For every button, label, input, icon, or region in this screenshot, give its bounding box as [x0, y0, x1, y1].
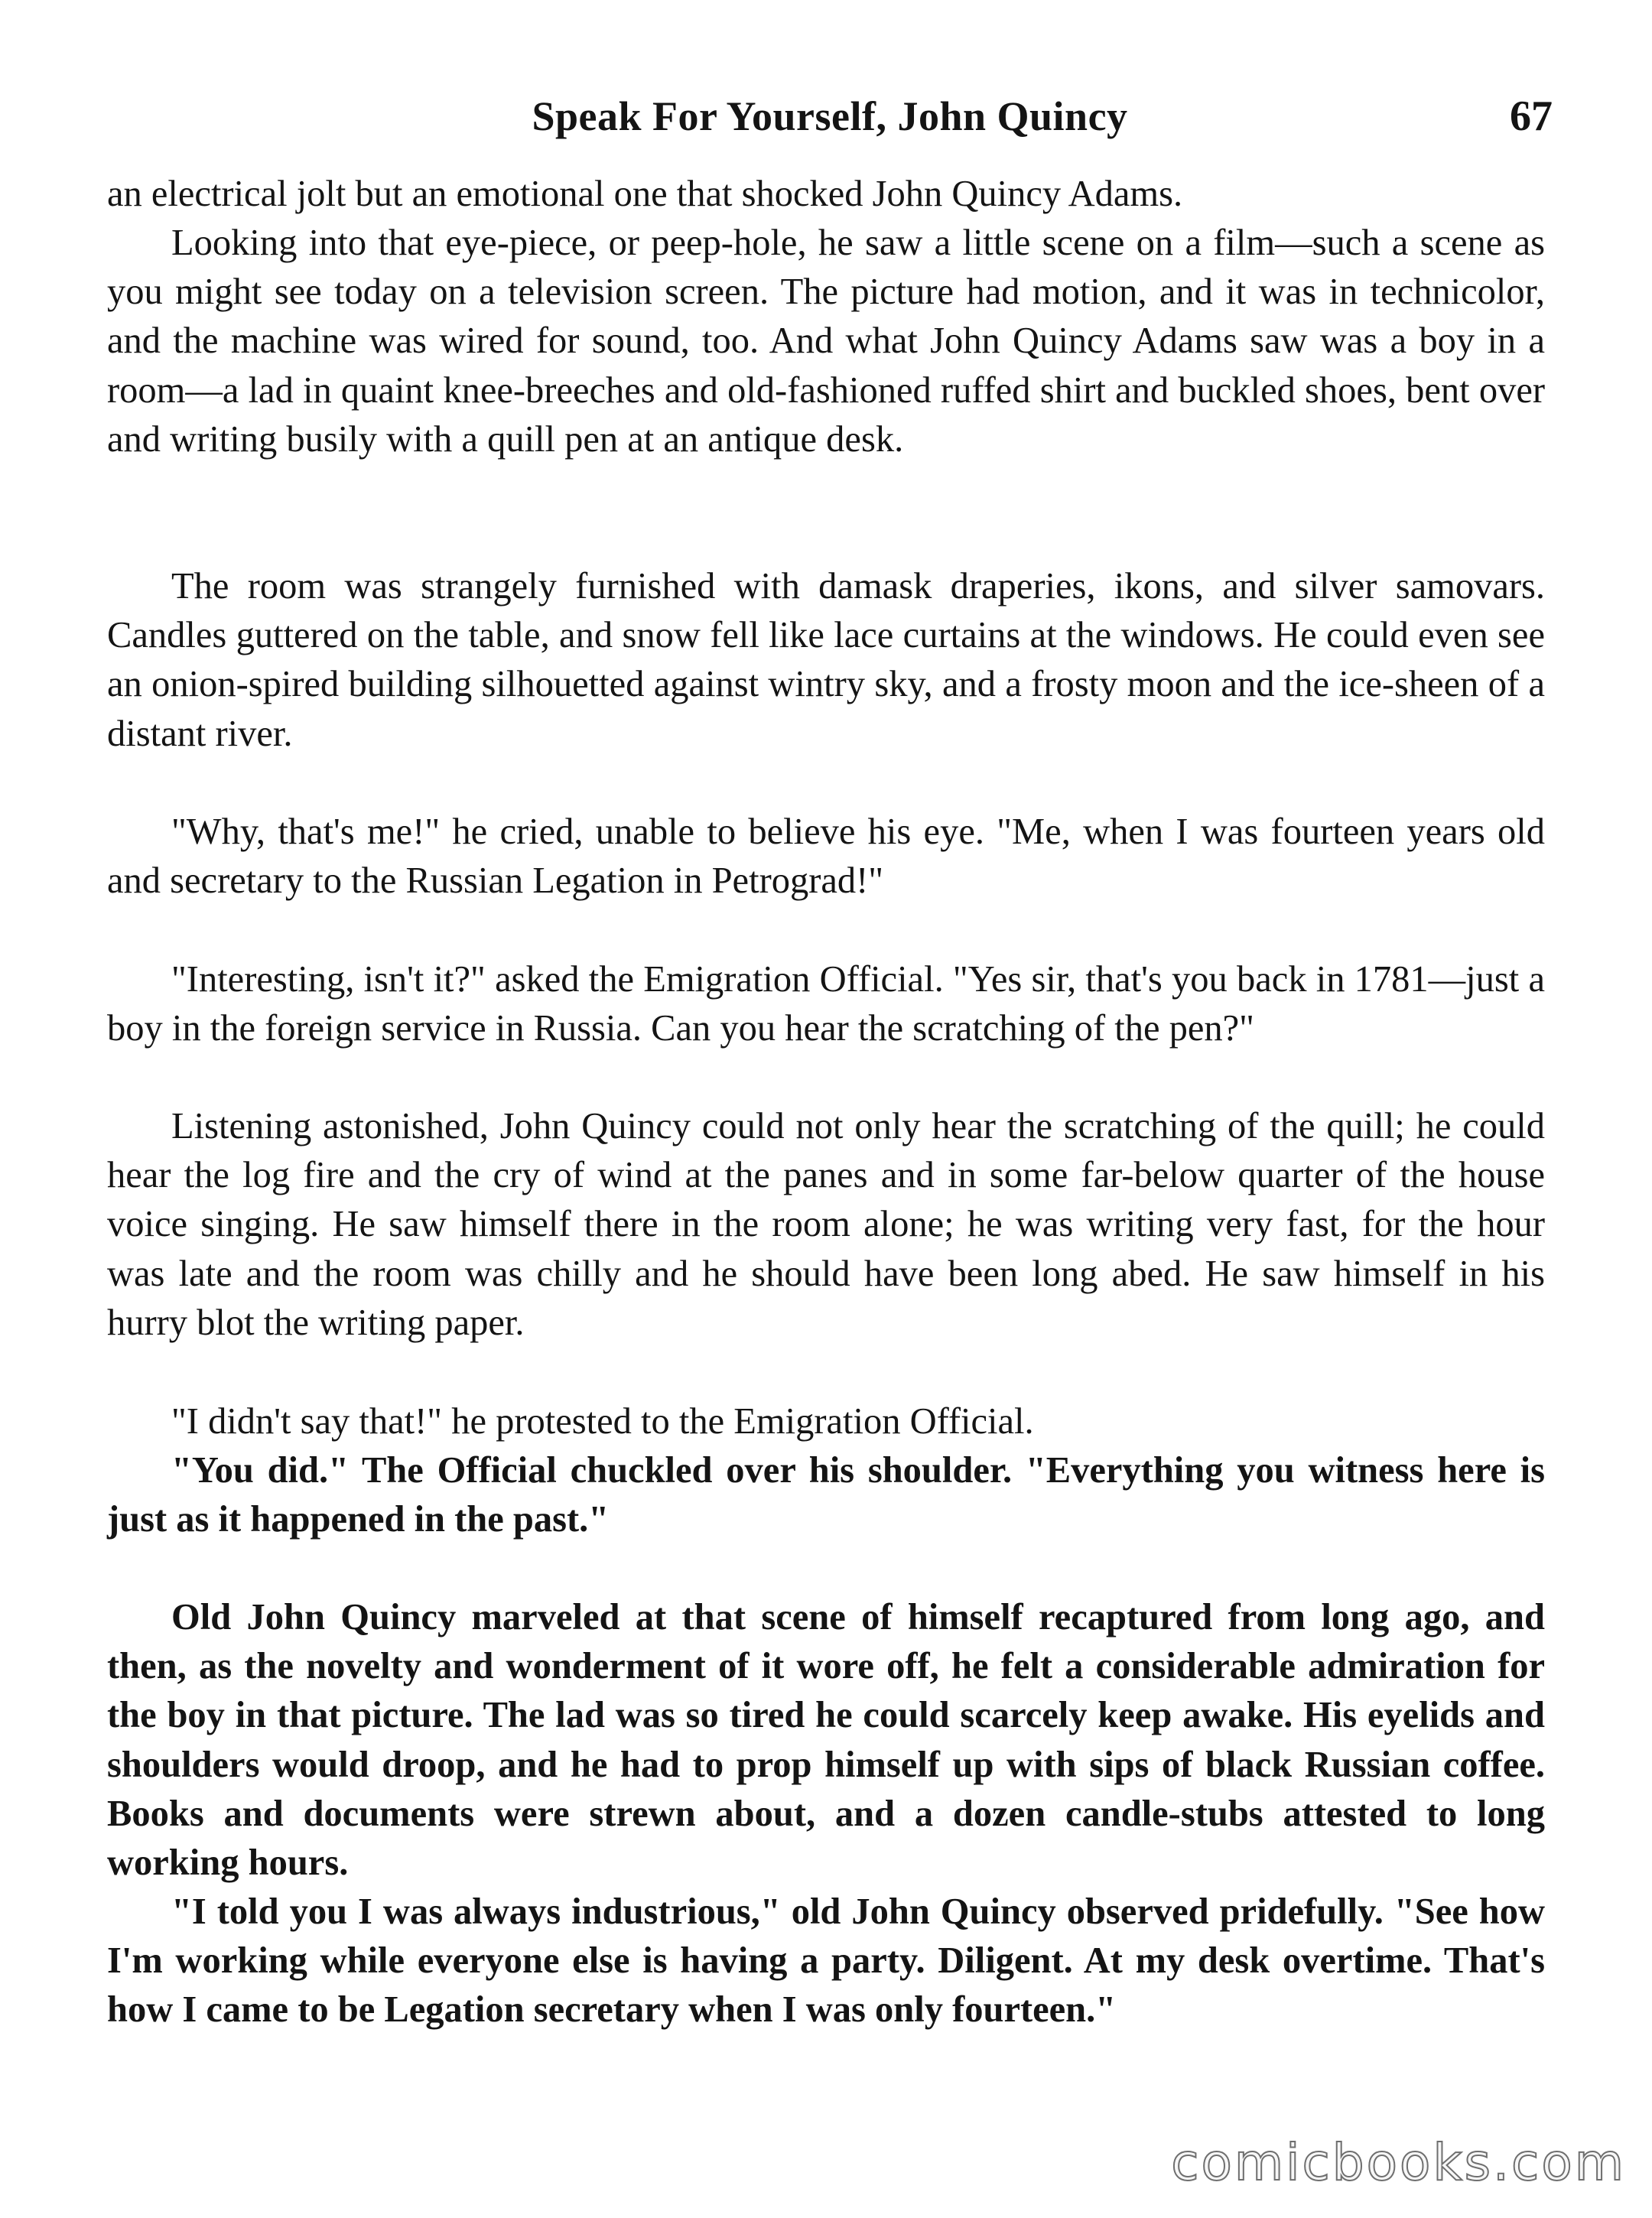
page-number: 67: [1510, 93, 1553, 140]
watermark-logo: comicbooks.com: [1171, 2133, 1626, 2192]
paragraph-4: "Why, that's me!" he cried, unable to believe his eye. "Me, when I was fourteen years old and secretary to the Russian Legation in Petrograd!": [107, 811, 1545, 902]
running-title: Speak For Yourself, John Quincy: [532, 93, 1128, 139]
page-header: [107, 86, 1553, 147]
paragraph-10: "I told you I was always industrious," old John Quincy observed pridefully. "See how I'm working while everyone else is having a party. Diligent. At my desk overtime. That's how I came to be Legation secretary when I was only fourteen.": [107, 1891, 1545, 2031]
paragraph-8: "You did." The Official chuckled over his shoulder. "Everything you witness here is just as it happened in the past.": [107, 1450, 1545, 1540]
paragraph-2: Looking into that eye-piece, or peep-hole, he saw a little scene on a film—such a scene as you might see today on a television screen. The picture had motion, and it was in technicolor, and the machine was wired for sound, too. And what John Quincy Adams saw was a boy in a room—a lad in quaint knee-breeches and old-fashioned ruffed shirt and buckled shoes, bent over and writing busily with a quill pen at an antique desk.: [107, 223, 1545, 460]
paragraph-3: The room was strangely furnished with damask draperies, ikons, and silver samovars. Candles guttered on the table, and snow fell like lace curtains at the windows. He could even see an onion-spired building silhouetted against wintry sky, and a frosty moon and the ice-sheen of a distant river.: [107, 566, 1545, 754]
paragraph-6: Listening astonished, John Quincy could not only hear the scratching of the quill; he could hear the log fire and the cry of wind at the panes and in some far-below quarter of the house voice singing. He saw himself there in the room alone; he was writing very fast, for the hour was late and the room was chilly and he should have been long abed. He saw himself in his hurry blot the writing paper.: [107, 1106, 1545, 1343]
paragraph-7: "I didn't say that!" he protested to the Emigration Official.: [171, 1401, 1034, 1442]
paragraph-5: "Interesting, isn't it?" asked the Emigration Official. "Yes sir, that's you back in 1781—just a boy in the foreign service in Russia. Can you hear the scratching of the pen?": [107, 959, 1545, 1049]
paragraph-9: Old John Quincy marveled at that scene of himself recaptured from long ago, and then, as the novelty and wonderment of it wore off, he felt a considerable admiration for the boy in that picture. The lad was so tired he could scarcely keep awake. His eyelids and shoulders would droop, and he had to prop himself up with sips of black Russian coffee. Books and documents were strewn about, and a dozen candle-stubs attested to long working hours.: [107, 1597, 1545, 1884]
paragraph-1: an electrical jolt but an emotional one that shocked John Quincy Adams.: [107, 174, 1183, 214]
